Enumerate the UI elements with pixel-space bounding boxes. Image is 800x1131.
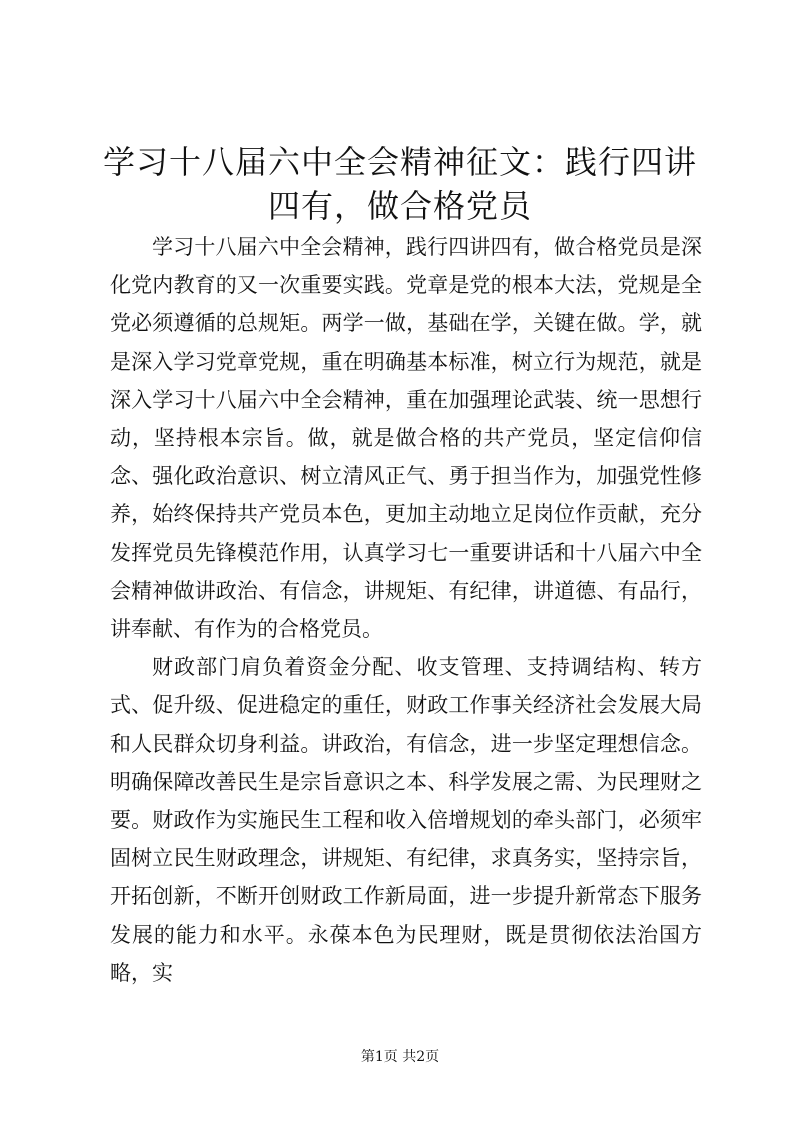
paragraph-2: 财政部门肩负着资金分配、收支管理、支持调结构、转方式、促升级、促进稳定的重任，财政工作事关经济社会发展大局和人民群众切身利益。讲政治，有信念，进一步坚定理想信念。明确保障改善民生是宗旨意识之本、科学发展之需、为民理财之要。财政作为实施民生工程和收入倍增规划的牵头部门，必须牢固树立民生财政理念，讲规矩、有纪律，求真务实，坚持宗旨，开拓创新，不断开创财政工作新局面，进一步提升新常态下服务发展的能力和水平。永葆本色为民理财，既是贯彻依法治国方略，实 <box>110 655 702 985</box>
document-body <box>110 228 702 992</box>
page-footer: 第1页 共2页 <box>360 1049 440 1065</box>
paragraph-1: 学习十八届六中全会精神，践行四讲四有，做合格党员是深化党内教育的又一次重要实践。党章是党的根本大法，党规是全党必须遵循的总规矩。两学一做，基础在学，关键在做。学，就是深入学习党章党规，重在明确基本标准，树立行为规范，就是深入学习十八届六中全会精神，重在加强理论武装、统一思想行动，坚持根本宗旨。做，就是做合格的共产党员，坚定信仰信念、强化政治意识、树立清风正气、勇于担当作为，加强党性修养，始终保持共产党员本色，更加主动地立足岗位作贡献，充分发挥党员先锋模范作用，认真学习七一重要讲话和十八届六中全会精神做讲政治、有信念，讲规矩、有纪律，讲道德、有品行，讲奉献、有作为的合格党员。 <box>110 235 702 642</box>
document-title: 学习十八届六中全会精神征文：践行四讲四有，做合格党员 <box>102 143 697 225</box>
